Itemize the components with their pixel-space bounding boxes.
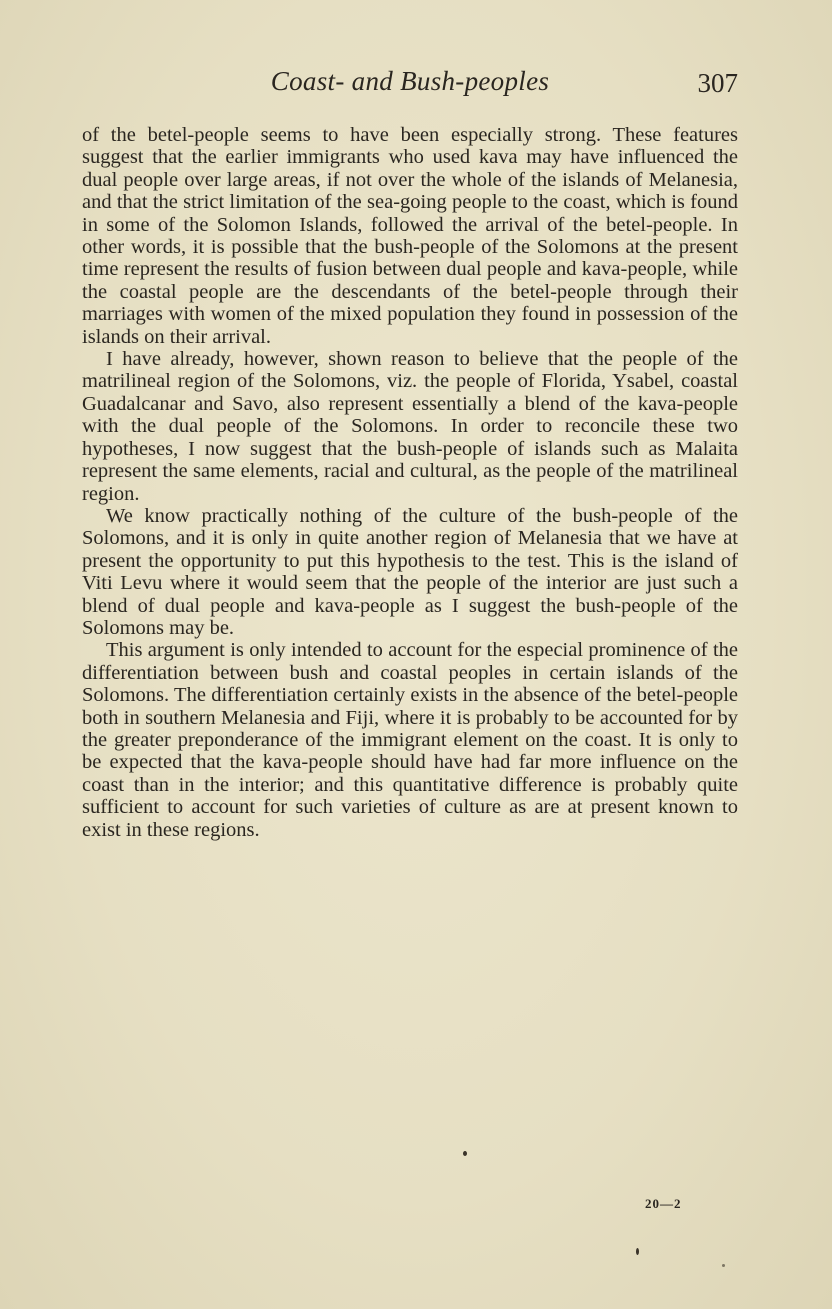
paragraph-2: I have already, however, shown reason to believe that the people of the matrilineal region of the Solomons, viz. the people of Florida, Ysabel, coastal Guadalcanar and Savo, also represent essentially a blend of the kava-people with the dual people of the Solomons. In order to reconcile these two hypotheses, I now suggest that the bush-people of islands such as Malaita represent the same elements, racial and cultural, as the people of the matrilineal region. [82, 348, 738, 505]
paragraph-4: This argument is only intended to account for the especial prominence of the differentiation between bush and coastal peoples in certain islands of the Solomons. The differentiation certainly exists in the absence of the betel-people both in southern Melanesia and Fiji, where it is probably to be accounted for by the greater preponderance of the immigrant element on the coast. It is only to be expected that the kava-people should have had far more influence on the coast than in the interior; and this quantitative difference is probably quite sufficient to account for such varieties of culture as are at present known to exist in these regions. [82, 639, 738, 841]
body-text [82, 124, 738, 841]
page-number: 307 [697, 68, 738, 98]
running-title: Coast- and Bush-peoples [270, 66, 550, 96]
paragraph-1: of the betel-people seems to have been especially strong. These features suggest that the earlier immigrants who used kava may have influenced the dual people over large areas, if not over the whole of the islands of Melanesia, and that the strict limitation of the sea-going people to the coast, which is found in some of the Solomon Islands, followed the arrival of the betel-people. In other words, it is possible that the bush-people of the Solomons at the present time represent the results of fusion between dual people and kava-people, while the coastal people are the descendants of the betel-people through their marriages with women of the mixed population they found in possession of the islands on their arrival. [82, 124, 738, 348]
ink-speck [636, 1248, 639, 1255]
signature-mark: 20—2 [645, 1196, 682, 1211]
paragraph-3: We know practically nothing of the culture of the bush-people of the Solomons, and it is only in quite another region of Melanesia that we have at present the opportunity to put this hypothesis to the test. This is the island of Viti Levu where it would seem that the people of the interior are just such a blend of dual people and kava-people as I suggest the bush-people of the Solomons may be. [82, 504, 738, 639]
ink-speck [463, 1151, 467, 1156]
page-header [82, 66, 738, 106]
ink-speck [722, 1264, 725, 1267]
